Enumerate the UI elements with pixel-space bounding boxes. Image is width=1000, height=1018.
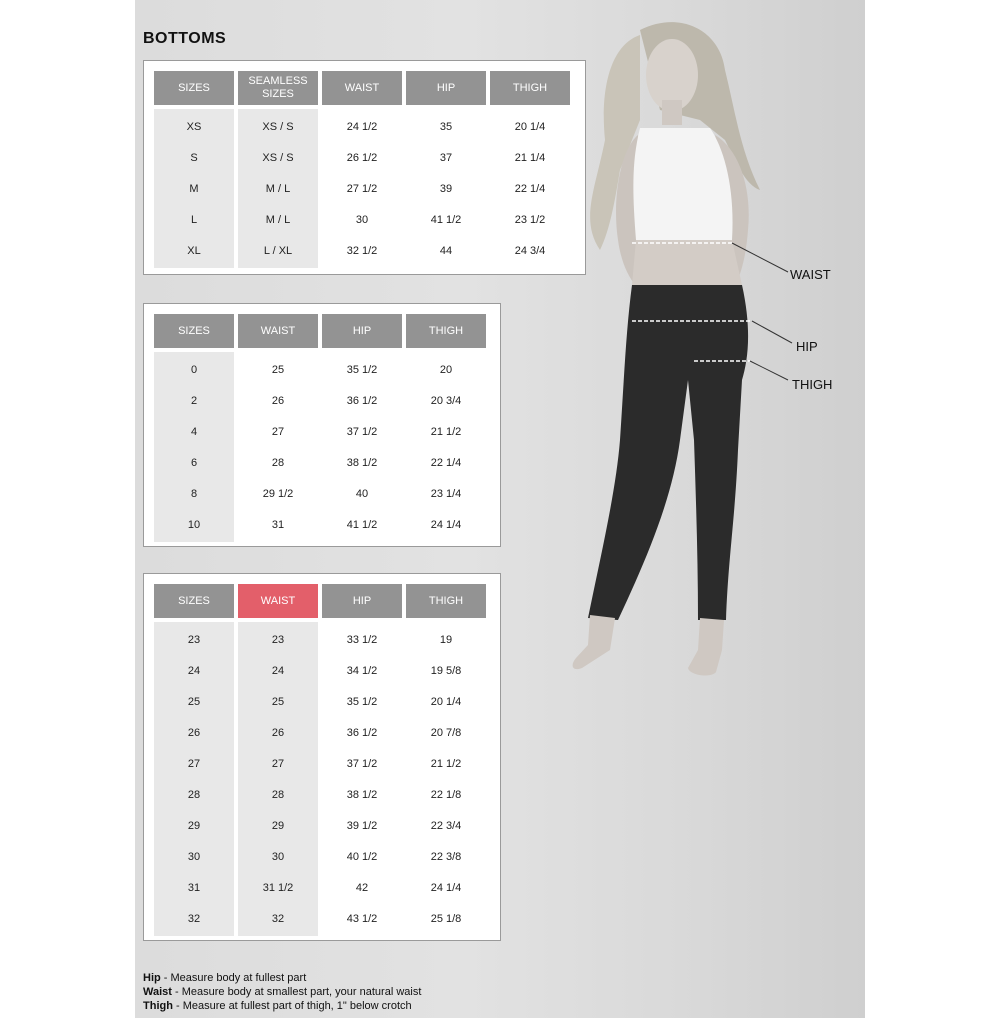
table-cell: 28 <box>187 788 201 801</box>
table-cell: 25 1/8 <box>430 912 462 925</box>
table-cell: 21 1/4 <box>514 151 546 164</box>
table-cell: L <box>190 213 198 226</box>
table-cell: 39 <box>439 182 453 195</box>
table-cell: 20 1/4 <box>514 120 546 133</box>
note-text: - Measure at fullest part of thigh, 1" below crotch <box>172 1000 412 1012</box>
table-cell: 26 <box>187 726 201 739</box>
table-cell: 20 1/4 <box>430 695 462 708</box>
table-cell: 44 <box>439 244 453 257</box>
table-cell: XS / S <box>262 120 294 133</box>
table-cell: 37 1/2 <box>346 757 378 770</box>
table-cell: 19 5/8 <box>430 664 462 677</box>
table-cell: 24 3/4 <box>514 244 546 257</box>
table-cell: 35 1/2 <box>346 363 378 376</box>
table-cell: 22 1/8 <box>430 788 462 801</box>
table-cell: 19 <box>439 633 453 646</box>
table-cell: 21 1/2 <box>430 425 462 438</box>
table-cell: 24 1/4 <box>430 881 462 894</box>
note-text: - Measure body at fullest part <box>160 972 307 984</box>
hip-measure-label: HIP <box>796 339 818 354</box>
note-term: Waist <box>143 986 172 998</box>
table-cell: 24 1/2 <box>346 120 378 133</box>
table-cell: 40 <box>355 487 369 500</box>
column-header: SEAMLESS SIZES <box>238 71 318 105</box>
table-cell: 10 <box>187 518 201 531</box>
table-cell: 30 <box>355 213 369 226</box>
table-cell: 8 <box>190 487 198 500</box>
table-cell: 26 <box>271 726 285 739</box>
table-cell: 29 1/2 <box>262 487 294 500</box>
column-header: THIGH <box>406 314 486 348</box>
measurement-notes <box>143 971 421 1013</box>
table-cell: 43 1/2 <box>346 912 378 925</box>
thigh-measure-label: THIGH <box>792 377 833 392</box>
table-cell: M <box>189 182 199 195</box>
table-cell: 42 <box>355 881 369 894</box>
table-cell: 20 3/4 <box>430 394 462 407</box>
table-cell: 34 1/2 <box>346 664 378 677</box>
table-cell: 41 1/2 <box>346 518 378 531</box>
table-cell: 22 1/4 <box>514 182 546 195</box>
table-cell: 22 3/8 <box>430 850 462 863</box>
table-cell: 27 <box>271 425 285 438</box>
table-cell: XS <box>186 120 202 133</box>
table-cell: 22 1/4 <box>430 456 462 469</box>
waist-measure-label: WAIST <box>790 267 831 282</box>
note-term: Hip <box>143 972 161 984</box>
table-cell: 32 <box>187 912 201 925</box>
table-cell: 25 <box>271 695 285 708</box>
table-cell: 23 <box>187 633 201 646</box>
table-cell: 29 <box>271 819 285 832</box>
seamless-size-table <box>143 60 586 275</box>
table-cell: 21 1/2 <box>430 757 462 770</box>
page-title: BOTTOMS <box>143 30 227 47</box>
table-cell: 37 <box>439 151 453 164</box>
table-cell: 41 1/2 <box>430 213 462 226</box>
table-cell: M / L <box>265 182 291 195</box>
table-cell: 20 <box>439 363 453 376</box>
table-cell: L / XL <box>263 244 293 257</box>
column-header: HIP <box>322 584 402 618</box>
table-cell: 29 <box>187 819 201 832</box>
table-cell: 27 <box>187 757 201 770</box>
table-cell: 35 1/2 <box>346 695 378 708</box>
table-cell: 32 <box>271 912 285 925</box>
table-cell: 38 1/2 <box>346 788 378 801</box>
table-cell: 20 7/8 <box>430 726 462 739</box>
table-cell: 32 1/2 <box>346 244 378 257</box>
table-cell: 26 <box>271 394 285 407</box>
column-header: WAIST <box>238 314 318 348</box>
column-header: SIZES <box>154 314 234 348</box>
column-header: HIP <box>322 314 402 348</box>
table-cell: 37 1/2 <box>346 425 378 438</box>
table-cell: 23 <box>271 633 285 646</box>
column-header: WAIST <box>322 71 402 105</box>
table-cell: 31 <box>271 518 285 531</box>
waist-size-table <box>143 573 501 941</box>
column-header: SIZES <box>154 584 234 618</box>
table-cell: 40 1/2 <box>346 850 378 863</box>
table-cell: 26 1/2 <box>346 151 378 164</box>
table-cell: 25 <box>271 363 285 376</box>
table-cell: 39 1/2 <box>346 819 378 832</box>
table-cell: 4 <box>190 425 198 438</box>
column-header: THIGH <box>490 71 570 105</box>
table-cell: 36 1/2 <box>346 394 378 407</box>
table-cell: 25 <box>187 695 201 708</box>
table-cell: 36 1/2 <box>346 726 378 739</box>
numeric-size-table <box>143 303 501 547</box>
table-cell: 24 1/4 <box>430 518 462 531</box>
note-line <box>143 999 421 1013</box>
note-line <box>143 971 421 985</box>
table-cell: 38 1/2 <box>346 456 378 469</box>
table-cell: 22 3/4 <box>430 819 462 832</box>
table-cell: 23 1/4 <box>430 487 462 500</box>
table-cell: 27 <box>271 757 285 770</box>
table-cell: 33 1/2 <box>346 633 378 646</box>
table-cell: M / L <box>265 213 291 226</box>
table-cell: XL <box>187 244 201 257</box>
table-cell: 6 <box>190 456 198 469</box>
table-cell: 24 <box>187 664 201 677</box>
table-cell: 2 <box>190 394 198 407</box>
table-cell: 28 <box>271 456 285 469</box>
table-cell: 30 <box>271 850 285 863</box>
column-header: SIZES <box>154 71 234 105</box>
table-cell: 0 <box>190 363 198 376</box>
table-cell: S <box>190 151 198 164</box>
table-cell: 30 <box>187 850 201 863</box>
table-cell: 35 <box>439 120 453 133</box>
column-header: WAIST <box>238 584 318 618</box>
table-cell: 28 <box>271 788 285 801</box>
note-text: - Measure body at smallest part, your natural waist <box>171 986 422 998</box>
note-line <box>143 985 421 999</box>
table-cell: 31 <box>187 881 201 894</box>
table-cell: 24 <box>271 664 285 677</box>
column-header: THIGH <box>406 584 486 618</box>
table-cell: 31 1/2 <box>262 881 294 894</box>
table-cell: XS / S <box>262 151 294 164</box>
column-header: HIP <box>406 71 486 105</box>
note-term: Thigh <box>143 1000 173 1012</box>
table-cell: 27 1/2 <box>346 182 378 195</box>
table-cell: 23 1/2 <box>514 213 546 226</box>
